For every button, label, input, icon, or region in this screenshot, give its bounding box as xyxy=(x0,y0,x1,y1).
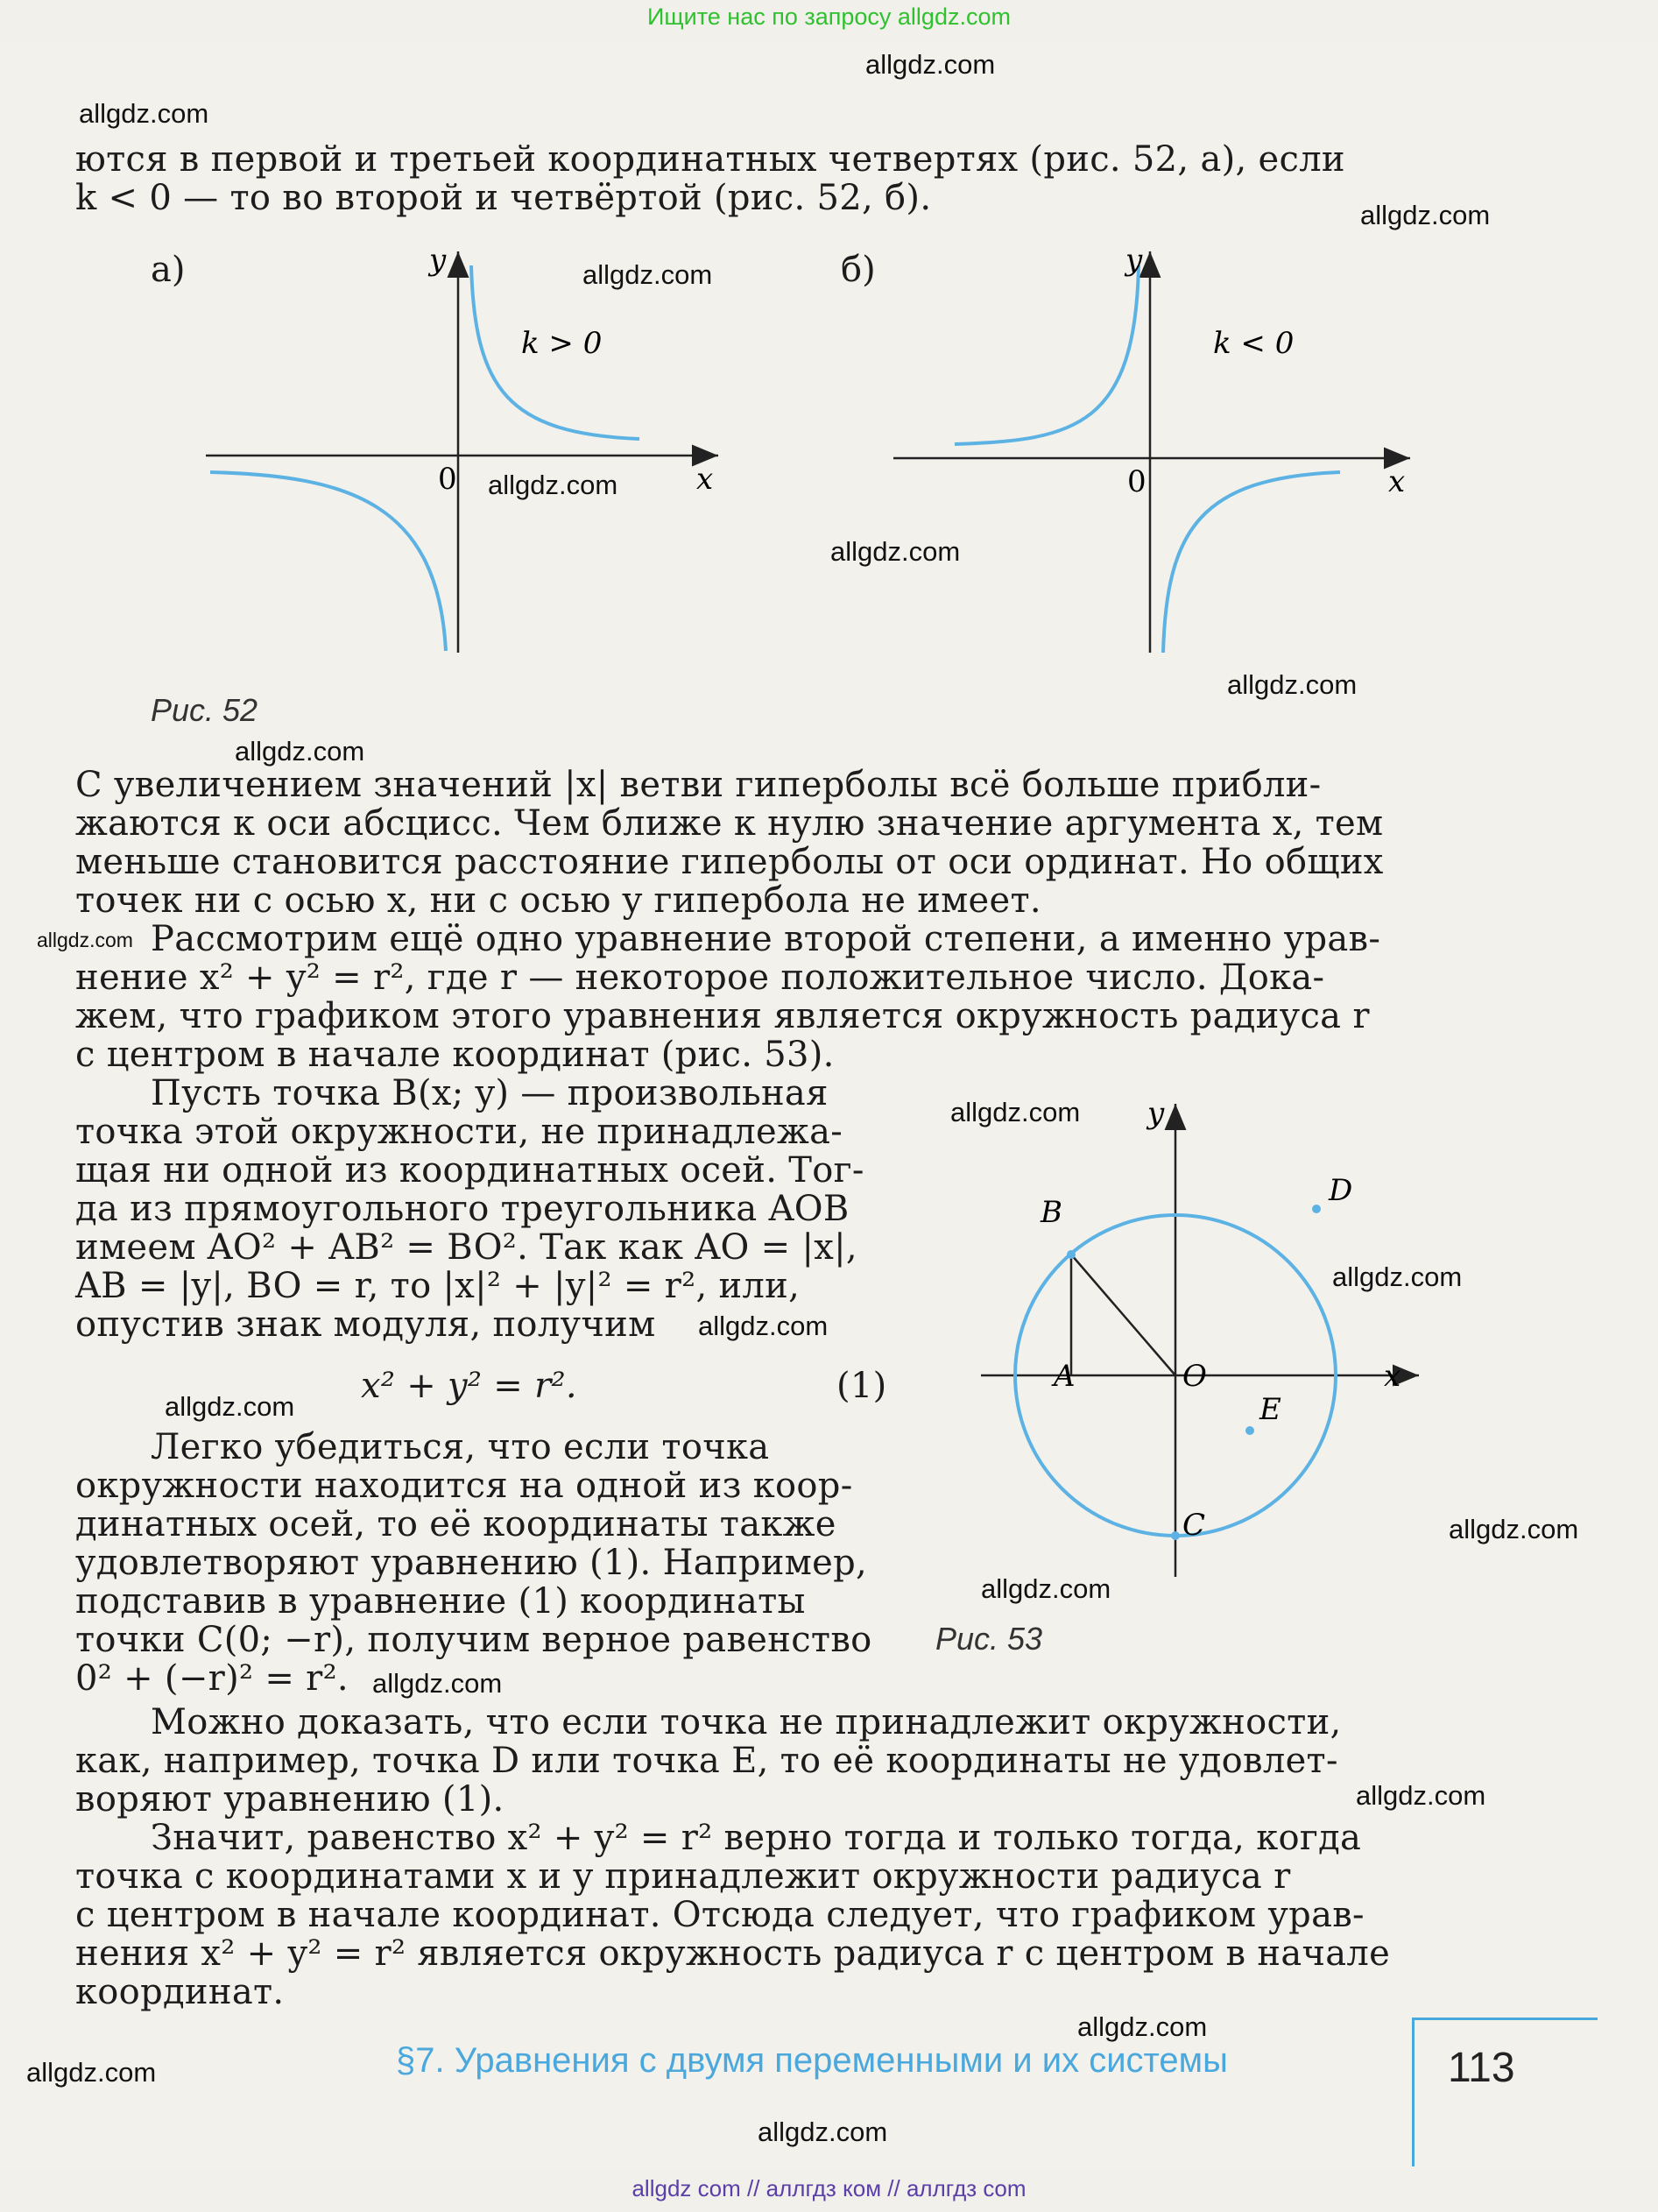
text-line: нение x² + y² = r², где r — некоторое положительное число. Дока- xyxy=(75,958,1325,998)
text-line: жем, что графиком этого уравнения является окружность радиуса r xyxy=(75,996,1370,1036)
text-line: Пусть точка B(x; y) — произвольная xyxy=(151,1073,829,1113)
text-line: как, например, точка D или точка E, то её координаты не удовлет- xyxy=(75,1741,1338,1781)
text-line: щая ни одной из координатных осей. Тог- xyxy=(75,1150,864,1191)
watermark: allgdz.com xyxy=(235,736,365,767)
text-line: жаются к оси абсцисс. Чем ближе к нулю значение аргумента x, тем xyxy=(75,803,1384,844)
segment-bo xyxy=(1071,1254,1175,1375)
text-line: имеем AO² + AB² = BO². Так как AO = |x|, xyxy=(75,1227,857,1268)
a-label: A xyxy=(1054,1359,1076,1394)
footer-divider-top xyxy=(1412,2018,1598,2020)
fig52-caption: Рис. 52 xyxy=(151,692,258,728)
watermark: allgdz.com xyxy=(698,1311,829,1341)
watermark: allgdz.com xyxy=(950,1097,1081,1127)
y-label: y xyxy=(1147,1096,1165,1131)
o-label: O xyxy=(1182,1359,1207,1394)
origin-label: 0 xyxy=(438,462,457,497)
text-line: динатных осей, то её координаты также xyxy=(75,1504,836,1544)
footer-divider xyxy=(1412,2018,1415,2166)
text-line: k < 0 — то во второй и четвёртой (рис. 52, б). xyxy=(75,178,932,218)
watermark: allgdz.com xyxy=(26,2057,157,2088)
point-c xyxy=(1171,1531,1180,1540)
watermark: allgdz.com xyxy=(1360,200,1491,230)
text-line: да из прямоугольного треугольника AOB xyxy=(75,1189,850,1229)
y-label: y xyxy=(1125,243,1143,278)
text-line: Значит, равенство x² + y² = r² верно тогда и только тогда, когда xyxy=(151,1818,1362,1858)
x-label: x xyxy=(1384,1359,1401,1394)
y-label: y xyxy=(429,243,447,278)
point-d xyxy=(1312,1205,1321,1213)
text-line: точек ни с осью x, ни с осью y гипербола не имеет. xyxy=(75,880,1041,921)
fig53-graph xyxy=(928,1086,1436,1586)
d-label: D xyxy=(1329,1173,1353,1208)
watermark: allgdz.com xyxy=(981,1573,1111,1604)
text-line: 0² + (−r)² = r². xyxy=(75,1658,349,1699)
watermark: allgdz.com xyxy=(1332,1261,1463,1292)
hyperbola-branch-q3 xyxy=(210,472,446,651)
x-label: x xyxy=(1388,464,1406,499)
watermark: allgdz.com xyxy=(582,259,713,290)
condition-label: k < 0 xyxy=(1213,326,1295,361)
text-line: подставив в уравнение (1) координаты xyxy=(75,1581,806,1622)
text-line: Рассмотрим ещё одно уравнение второй степени, а именно урав- xyxy=(151,919,1381,959)
equation-number: (1) xyxy=(836,1366,887,1406)
fig52-b-graph xyxy=(885,241,1428,661)
text-line: С увеличением значений |x| ветви гиперболы всё больше прибли- xyxy=(75,765,1322,805)
watermark: allgdz.com xyxy=(165,1391,295,1422)
watermark: allgdz.com xyxy=(758,2117,888,2147)
text-line: с центром в начале координат. Отсюда следует, что графиком урав- xyxy=(75,1895,1365,1935)
watermark: allgdz.com xyxy=(37,929,133,951)
text-line: точка этой окружности, не принадлежа- xyxy=(75,1112,843,1152)
text-line: удовлетворяют уравнению (1). Например, xyxy=(75,1543,868,1583)
fig53-caption: Рис. 53 xyxy=(935,1621,1043,1657)
watermark: allgdz.com xyxy=(1449,1514,1579,1544)
watermark: allgdz.com xyxy=(372,1668,503,1699)
e-label: E xyxy=(1259,1392,1281,1427)
top-banner[interactable]: Ищите нас по запросу allgdz.com xyxy=(647,4,1011,30)
text-line: Легко убедиться, что если точка xyxy=(151,1427,770,1467)
text-line: координат. xyxy=(75,1972,285,2012)
c-label: C xyxy=(1182,1508,1206,1543)
text-line: точка с координатами x и y принадлежит окружности радиуса r xyxy=(75,1856,1291,1897)
watermark: allgdz.com xyxy=(79,98,209,129)
watermark: allgdz.com xyxy=(1227,669,1358,700)
text-line: окружности находится на одной из коор- xyxy=(75,1466,853,1506)
fig52-b-label: б) xyxy=(841,250,876,290)
chapter-title: §7. Уравнения с двумя переменными и их системы xyxy=(396,2041,1228,2080)
text-line: меньше становится расстояние гиперболы от оси ординат. Но общих xyxy=(75,842,1384,882)
hyperbola-branch-q2 xyxy=(955,265,1139,444)
text-line: с центром в начале координат (рис. 53). xyxy=(75,1035,835,1075)
origin-label: 0 xyxy=(1127,464,1146,499)
text-line: точки C(0; −r), получим верное равенство xyxy=(75,1620,872,1660)
x-label: x xyxy=(696,462,714,497)
point-e xyxy=(1245,1426,1254,1435)
point-b xyxy=(1067,1250,1076,1259)
watermark: allgdz.com xyxy=(865,49,996,80)
text-line: воряют уравнению (1). xyxy=(75,1779,504,1820)
condition-label: k > 0 xyxy=(521,326,603,361)
fig52-a-label: а) xyxy=(151,250,186,290)
text-line: опустив знак модуля, получим xyxy=(75,1304,656,1345)
page-number: 113 xyxy=(1448,2045,1515,2091)
text-line: ются в первой и третьей координатных четвертях (рис. 52, а), если xyxy=(75,139,1345,180)
watermark: allgdz.com xyxy=(830,536,961,567)
fig52-a-graph xyxy=(193,241,736,661)
b-label: B xyxy=(1041,1195,1062,1230)
hyperbola-branch-q4 xyxy=(1163,472,1340,653)
watermark: allgdz.com xyxy=(488,470,618,500)
text-line: нения x² + y² = r² является окружность радиуса r с центром в начале xyxy=(75,1933,1391,1974)
text-line: Можно доказать, что если точка не принадлежит окружности, xyxy=(151,1702,1342,1742)
watermark: allgdz.com xyxy=(1356,1780,1486,1811)
equation: x² + y² = r². xyxy=(361,1366,577,1406)
text-line: AB = |y|, BO = r, то |x|² + |y|² = r², или, xyxy=(75,1266,801,1306)
watermark: allgdz.com xyxy=(1077,2011,1208,2042)
bottom-banner[interactable]: allgdz com // аллгдз ком // аллгдз com xyxy=(631,2175,1027,2201)
